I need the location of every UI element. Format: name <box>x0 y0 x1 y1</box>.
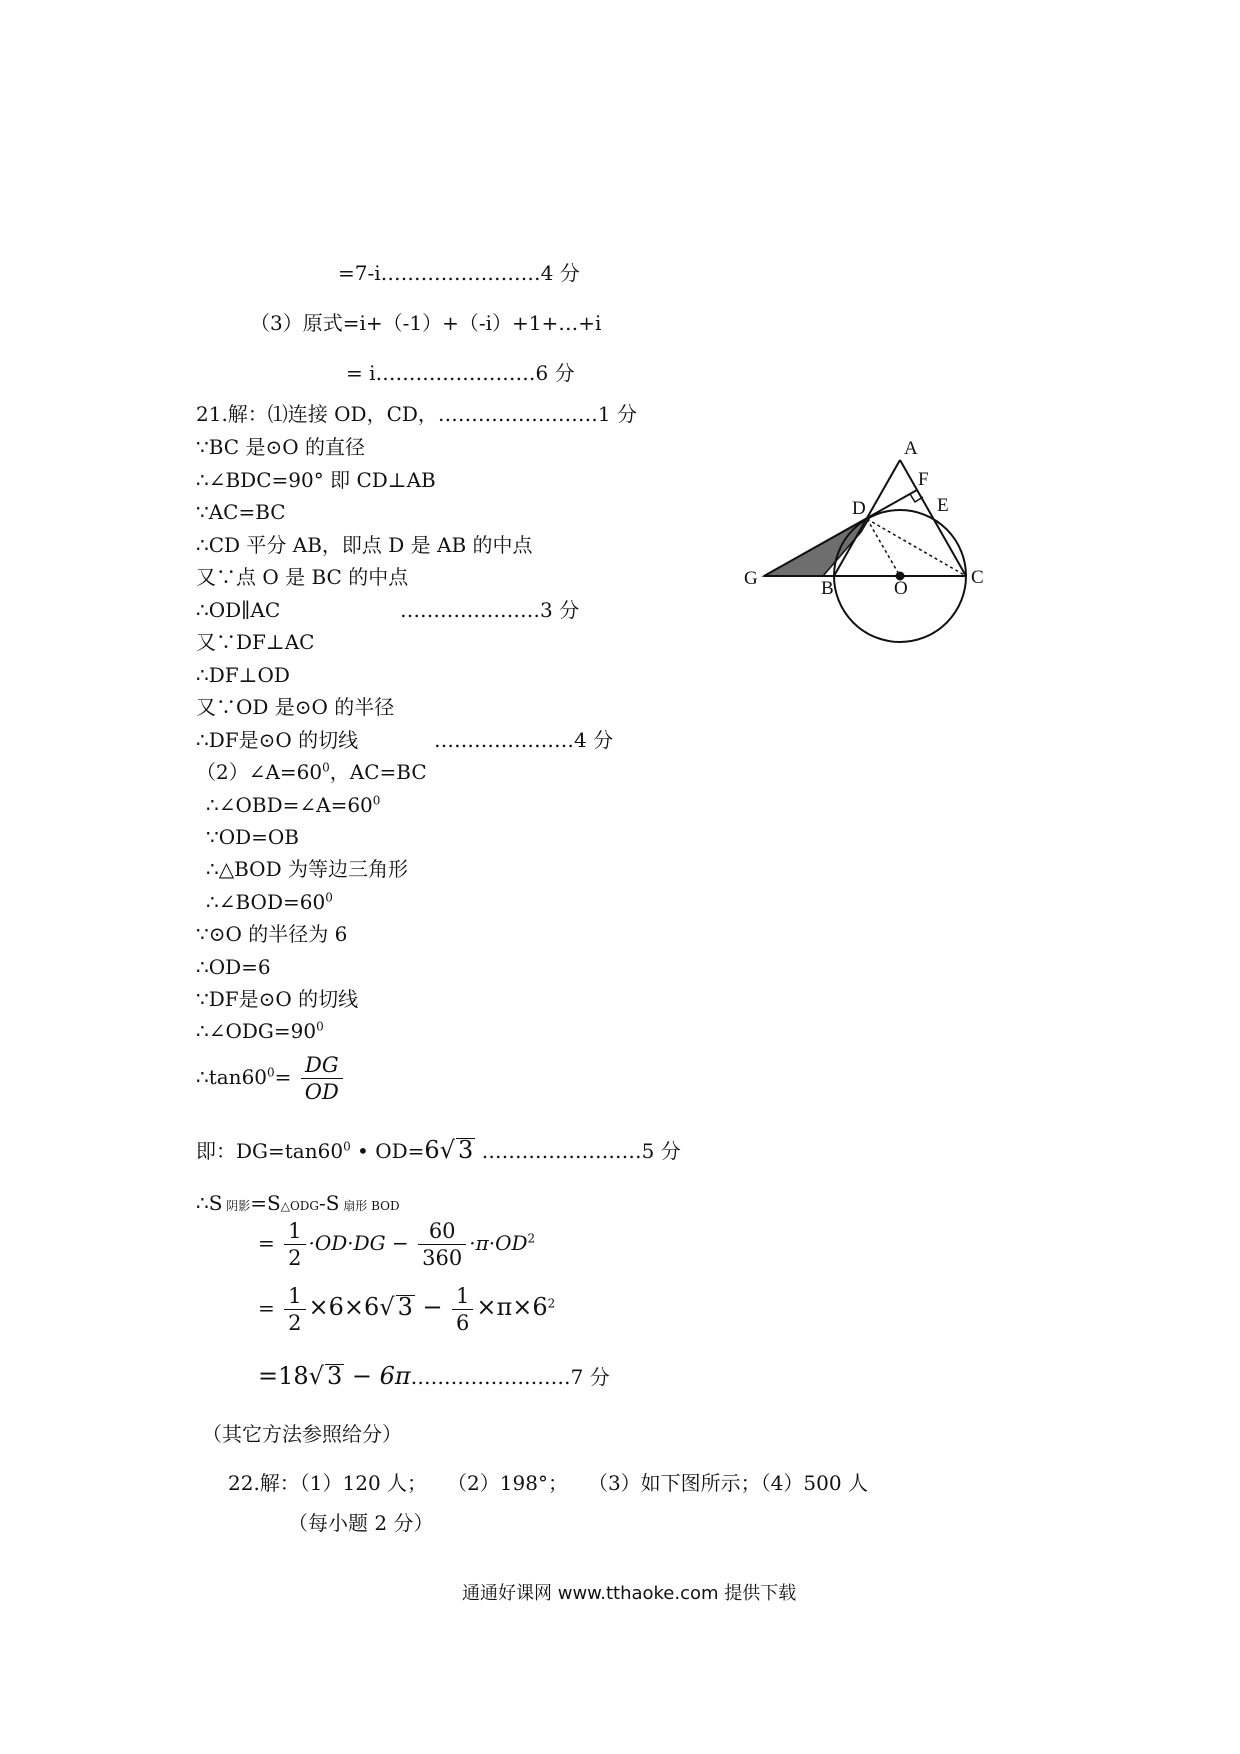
dg-coefficient: 6 <box>424 1136 440 1164</box>
part2-d: ∴△BOD 为等边三角形 <box>206 857 408 881</box>
other-methods-note: （其它方法参照给分） <box>202 1422 402 1446</box>
line-l1: =7-i……………………4 分 <box>338 261 580 285</box>
q22-note: （每小题 2 分） <box>288 1511 434 1535</box>
dg-middle: • OD= <box>350 1139 425 1163</box>
part2-a-sup: 0 <box>322 760 330 775</box>
line-ac <box>900 460 966 576</box>
expr-1-frac1 <box>284 1218 305 1271</box>
sqrt-icon: √ <box>308 1362 324 1390</box>
step-6-score: …………………3 分 <box>400 598 580 622</box>
part2-a-rest: ，AC=BC <box>329 760 427 784</box>
expr-1-middle: ·OD·DG − <box>308 1231 409 1255</box>
dg-prefix: 即：DG=tan60 <box>196 1139 344 1163</box>
label-f: F <box>918 469 929 490</box>
dg-sup: 0 <box>343 1139 351 1154</box>
label-c: C <box>971 567 984 588</box>
step-9: 又∵OD 是⊙O 的半径 <box>196 695 395 719</box>
step-4: ∴CD 平分 AB，即点 D 是 AB 的中点 <box>196 533 533 557</box>
step-6: ∴OD∥AC <box>196 598 281 622</box>
expr-2-sup: 2 <box>547 1296 556 1311</box>
area-sub-triangle: △ODG <box>280 1199 320 1213</box>
line-l3: = i……………………6 分 <box>346 361 575 385</box>
expr-3-score: ……………………7 分 <box>410 1365 610 1389</box>
tan-formula <box>196 1052 346 1105</box>
part2-i-sup: 0 <box>316 1019 324 1034</box>
tan-numerator: DG <box>301 1052 343 1079</box>
tan-equals: = <box>274 1065 292 1089</box>
label-d: D <box>852 498 866 519</box>
sqrt-icon: √ <box>439 1136 455 1164</box>
area-sub-shaded: 阴影 <box>222 1199 251 1213</box>
expr-1-frac2-num: 60 <box>418 1218 466 1245</box>
expr-2-middle: ×6×6 <box>308 1293 380 1321</box>
part2-e-text: ∴∠BOD=60 <box>206 890 326 914</box>
part2-i <box>196 1019 324 1043</box>
step-10: ∴DF是⊙O 的切线 <box>196 728 359 752</box>
expr-2-tail: ×π×6 <box>476 1293 548 1321</box>
expr-1-frac2-den: 360 <box>422 1246 463 1270</box>
part2-e-sup: 0 <box>325 890 333 905</box>
part2-a-text: （2）∠A=60 <box>196 760 323 784</box>
expr-2-frac1 <box>284 1283 305 1336</box>
label-o: O <box>894 578 908 599</box>
step-1: ∵BC 是⊙O 的直径 <box>196 435 365 459</box>
area-prefix: ∴S <box>196 1191 223 1215</box>
expr-1-frac1-num: 1 <box>284 1218 305 1245</box>
q22-answer: 22.解：（1）120 人； （2）198°； （3）如下图所示；（4）500 人 <box>228 1471 868 1495</box>
expr-3-tail: − 6π <box>344 1362 411 1390</box>
step-5: 又∵点 O 是 BC 的中点 <box>196 565 409 589</box>
line-dc <box>867 519 966 576</box>
expr-1-tail: ·π·OD <box>469 1231 528 1255</box>
part2-c: ∵OD=OB <box>206 825 300 849</box>
expr-2-minus: − <box>414 1293 443 1321</box>
expr-3-prefix: =18 <box>258 1362 309 1390</box>
expr-2-equals: = <box>258 1296 275 1320</box>
part2-b <box>206 793 380 817</box>
label-g: G <box>744 568 758 589</box>
step-7: 又∵DF⊥AC <box>196 630 315 654</box>
expr-2-frac1-den: 2 <box>288 1311 302 1335</box>
step-10-score: …………………4 分 <box>434 728 614 752</box>
area-sub-sector: 扇形 BOD <box>339 1199 400 1213</box>
area-line <box>196 1191 400 1218</box>
expr-1 <box>258 1218 535 1271</box>
expr-2-radicand: 3 <box>397 1293 413 1321</box>
step-8: ∴DF⊥OD <box>196 663 290 687</box>
part2-e <box>206 890 333 914</box>
sqrt-icon: √ <box>379 1293 395 1321</box>
line-l2: （3）原式=i+（-1）+（-i）+1+…+i <box>250 311 602 335</box>
part2-g: ∴OD=6 <box>196 955 271 979</box>
part2-f: ∵⊙O 的半径为 6 <box>196 922 348 946</box>
expr-2-frac1-num: 1 <box>284 1283 305 1310</box>
tan-prefix: ∴tan60 <box>196 1065 268 1089</box>
part2-a <box>196 760 427 784</box>
label-a: A <box>904 438 918 459</box>
dg-line <box>196 1138 681 1163</box>
label-b: B <box>821 578 834 599</box>
area-equals: =S <box>250 1191 281 1215</box>
tan-denominator: OD <box>304 1080 339 1104</box>
expr-2 <box>258 1283 555 1336</box>
expr-2-frac2 <box>452 1283 473 1336</box>
dg-score: ……………………5 分 <box>475 1139 681 1163</box>
part2-b-text: ∴∠OBD=∠A=60 <box>206 793 373 817</box>
tan-fraction <box>301 1052 343 1105</box>
expr-1-sup: 2 <box>527 1231 536 1246</box>
part2-h: ∵DF是⊙O 的切线 <box>196 987 359 1011</box>
part2-i-text: ∴∠ODG=90 <box>196 1019 317 1043</box>
expr-2-frac2-num: 1 <box>452 1283 473 1310</box>
footer-download-note: 通通好课网 www.tthaoke.com 提供下载 <box>462 1583 797 1604</box>
expr-1-equals: = <box>258 1231 275 1255</box>
expr-3-radicand: 3 <box>326 1362 343 1390</box>
tan-sup: 0 <box>267 1065 275 1080</box>
expr-3 <box>258 1364 610 1389</box>
area-minus: -S <box>319 1191 340 1215</box>
step-3: ∵AC=BC <box>196 500 286 524</box>
dg-radicand: 3 <box>457 1136 474 1164</box>
q21-title: 21.解：⑴连接 OD，CD，……………………1 分 <box>196 402 638 426</box>
geometry-figure <box>740 428 1000 648</box>
step-2: ∴∠BDC=90° 即 CD⊥AB <box>196 468 436 492</box>
part2-b-sup: 0 <box>372 793 381 808</box>
expr-1-frac2 <box>418 1218 466 1271</box>
line-do <box>867 519 900 576</box>
label-e: E <box>937 495 949 516</box>
expr-1-frac1-den: 2 <box>288 1246 302 1270</box>
expr-2-frac2-den: 6 <box>455 1311 470 1335</box>
